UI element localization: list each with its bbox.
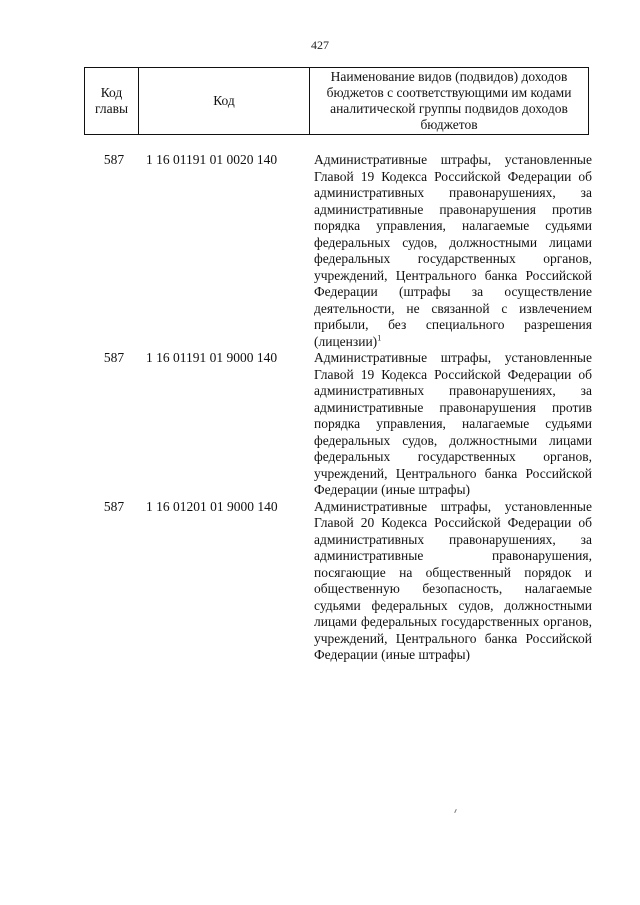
table-row xyxy=(84,350,596,499)
row-code: 1 16 01191 01 0020 140 xyxy=(146,152,278,167)
header-code: Код xyxy=(139,68,310,135)
header-name: Наименование видов (подвидов) доходов бюджетов с соответствующими им кодами аналитической группы подвидов доходов бюджетов xyxy=(310,68,589,135)
row-name-text: Административные штрафы, установленные Главой 19 Кодекса Российской Федерации об административных правонарушениях, за административные правонарушения против порядка управления, налагаемые судьями федеральных судов, должностными лицами федеральных государственных органов, учреждений, Центрального банка Российской Федерации (штрафы за осуществление деятельности, не связанной с извлечением прибыли, без специального разрешения (лицензии) xyxy=(314,152,592,349)
row-chapter-code: 587 xyxy=(103,350,125,365)
row-code: 1 16 01191 01 9000 140 xyxy=(146,350,278,365)
table-header xyxy=(84,67,589,135)
row-chapter-code: 587 xyxy=(103,152,125,167)
header-chapter-code: Код главы xyxy=(85,68,139,135)
row-name: Административные штрафы, установленные Главой 19 Кодекса Российской Федерации об административных правонарушениях, за административные правонарушения против порядка управления, налагаемые судьями федеральных судов, должностными лицами федеральных государственных органов, учреждений, Центрального банка Российской Федерации (иные штрафы) xyxy=(314,350,592,497)
row-name: Административные штрафы, установленные Главой 20 Кодекса Российской Федерации об административных правонарушениях, за административные правонарушения, посягающие на общественный порядок и общественную безопасность, налагаемые судьями федеральных судов, должностными лицами федеральных государственных органов, учреждений, Центрального банка Российской Федерации (иные штрафы) xyxy=(314,498,592,662)
row-name xyxy=(314,152,592,350)
table-row xyxy=(84,499,596,664)
table-row xyxy=(84,152,596,350)
footnote-marker: 1 xyxy=(377,333,382,342)
table-body xyxy=(84,152,596,664)
scan-speck xyxy=(454,809,457,813)
page-number: 427 xyxy=(311,38,329,52)
row-code: 1 16 01201 01 9000 140 xyxy=(146,498,278,514)
row-chapter-code: 587 xyxy=(103,498,125,514)
